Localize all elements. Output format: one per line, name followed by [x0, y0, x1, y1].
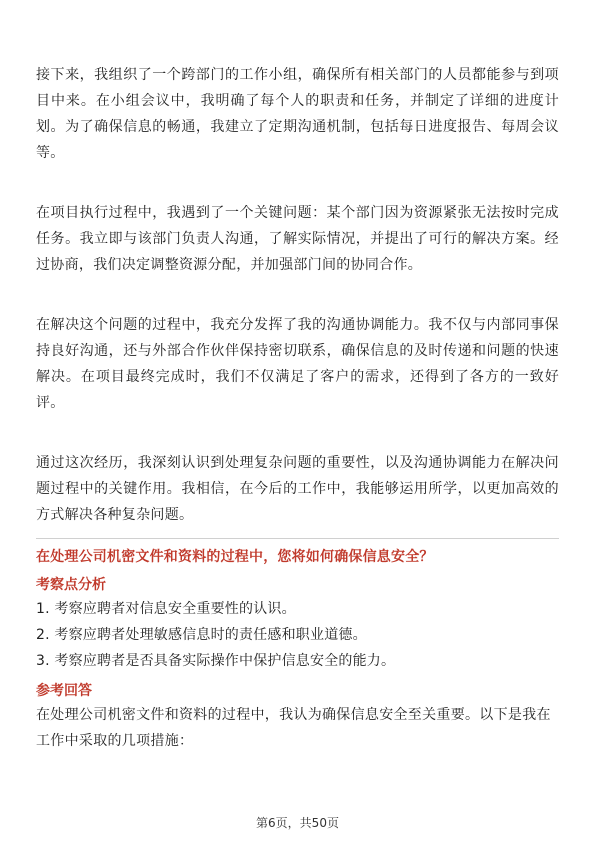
page-content — [36, 62, 559, 754]
analysis-title: 考察点分析 — [36, 577, 106, 593]
analysis-item: 1. 考察应聘者对信息安全重要性的认识。 — [36, 601, 296, 617]
paragraph-1: 接下来，我组织了一个跨部门的工作小组，确保所有相关部门的人员都能参与到项目中来。在小组会议中，我明确了每个人的职责和任务，并制定了详细的进度计划。为了确保信息的畅通，我建立了定期沟通机制，包括每日进度报告、每周会议等。 — [36, 67, 559, 161]
analysis-item: 2. 考察应聘者处理敏感信息时的责任感和职业道德。 — [36, 627, 367, 643]
answer-title: 参考回答 — [36, 683, 92, 699]
paragraph-3: 在解决这个问题的过程中，我充分发挥了我的沟通协调能力。我不仅与内部同事保持良好沟通，还与外部合作伙伴保持密切联系，确保信息的及时传递和问题的快速解决。在项目最终完成时，我们不仅满足了客户的需求，还得到了各方的一致好评。 — [36, 317, 559, 411]
analysis-item: 3. 考察应聘者是否具备实际操作中保护信息安全的能力。 — [36, 653, 396, 669]
answer-text: 在处理公司机密文件和资料的过程中，我认为确保信息安全至关重要。以下是我在工作中采取的几项措施： — [36, 707, 551, 749]
paragraph-2: 在项目执行过程中，我遇到了一个关键问题：某个部门因为资源紧张无法按时完成任务。我立即与该部门负责人沟通，了解实际情况，并提出了可行的解决方案。经过协商，我们决定调整资源分配，并加强部门间的协同合作。 — [36, 205, 559, 273]
paragraph-4: 通过这次经历，我深刻认识到处理复杂问题的重要性，以及沟通协调能力在解决问题过程中的关键作用。我相信，在今后的工作中，我能够运用所学，以更加高效的方式解决各种复杂问题。 — [36, 455, 559, 523]
question-heading: 在处理公司机密文件和资料的过程中，您将如何确保信息安全？ — [36, 549, 434, 565]
page-number: 第6页，共50页 — [256, 816, 339, 830]
section-divider — [36, 538, 559, 539]
